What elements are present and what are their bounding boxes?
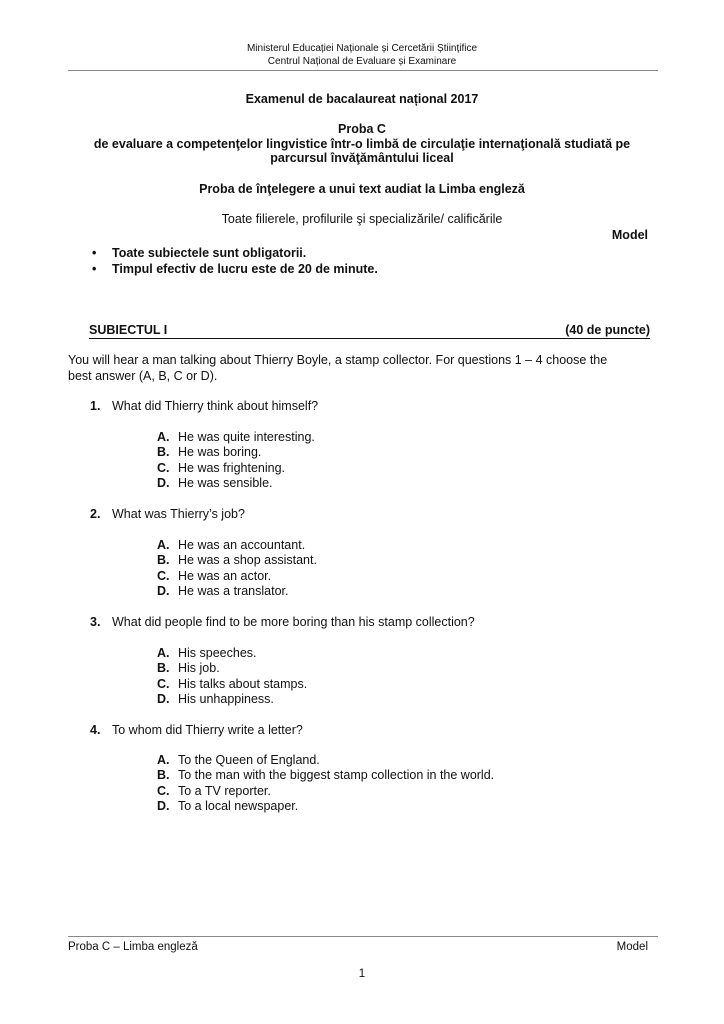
option-item: A. His speeches.: [157, 646, 257, 660]
exam-subtitle-line2: parcursul învăţământului liceal: [270, 151, 454, 165]
question-1-options: [157, 430, 315, 492]
exam-title: Examenul de bacalaureat național 2017: [245, 92, 479, 106]
header-center: Centrul Național de Evaluare și Examinare: [267, 56, 457, 67]
question-text: What was Thierry’s job?: [112, 507, 245, 521]
bullet-icon: •: [92, 262, 97, 276]
footer-left: Proba C – Limba engleză: [68, 941, 198, 953]
question-number: 1.: [90, 399, 101, 413]
bullet-icon: •: [92, 246, 97, 260]
header-divider: [68, 70, 658, 71]
option-item: D. His unhappiness.: [157, 692, 274, 707]
section-intro: You will hear a man talking about Thierry Boyle, a stamp collector. For questions 1 – 4 choose the best answer (A, B, C or D).: [68, 353, 608, 383]
question-4-options: [157, 753, 494, 815]
question-3: [90, 615, 475, 630]
section-title: SUBIECTUL I: [89, 323, 168, 337]
question-4: [90, 723, 303, 738]
question-number: 2.: [90, 507, 101, 521]
question-number: 3.: [90, 615, 101, 629]
footer-divider: [68, 936, 658, 937]
instruction-item: • Toate subiectele sunt obligatorii.: [92, 246, 307, 260]
filiere-line: Toate filierele, profilurile şi specializările/ calificările: [221, 212, 503, 226]
instruction-item: • Timpul efectiv de lucru este de 20 de minute.: [92, 262, 378, 276]
option-item: A. He was quite interesting.: [157, 430, 315, 444]
option-item: D. He was sensible.: [157, 476, 273, 491]
section-heading: [89, 323, 650, 339]
option-item: A. To the Queen of England.: [157, 753, 320, 767]
footer-right: Model: [616, 941, 648, 953]
question-2: [90, 507, 245, 522]
option-item: B. He was a shop assistant.: [157, 553, 317, 568]
question-2-options: [157, 538, 317, 600]
option-item: A. He was an accountant.: [157, 538, 306, 552]
option-item: C. He was an actor.: [157, 568, 272, 583]
option-item: B. To the man with the biggest stamp collection in the world.: [157, 768, 495, 783]
question-text: To whom did Thierry write a letter?: [112, 723, 303, 737]
option-item: D. He was a translator.: [157, 584, 289, 599]
exam-proba: Proba C: [338, 122, 386, 136]
exam-subtitle-line1: de evaluare a competenţelor lingvistice într-o limbă de circulaţie internaţională studiată pe: [93, 137, 631, 151]
question-1: [90, 399, 318, 414]
option-item: B. His job.: [157, 661, 220, 676]
question-3-options: [157, 646, 307, 708]
model-label: Model: [611, 228, 648, 242]
option-item: B. He was boring.: [157, 445, 262, 460]
header-ministry: Ministerul Educației Naționale și Cercetării Științifice: [246, 43, 478, 54]
option-item: C. His talks about stamps.: [157, 676, 308, 691]
option-item: C. He was frightening.: [157, 460, 286, 475]
section-points: (40 de puncte): [565, 323, 650, 337]
option-item: D. To a local newspaper.: [157, 799, 299, 814]
page-number: 1: [358, 968, 366, 980]
question-number: 4.: [90, 723, 101, 737]
option-item: C. To a TV reporter.: [157, 783, 271, 798]
question-text: What did people find to be more boring than his stamp collection?: [112, 615, 475, 629]
test-name: Proba de înţelegere a unui text audiat la Limba engleză: [199, 182, 525, 196]
instructions-list: [92, 245, 378, 277]
question-text: What did Thierry think about himself?: [112, 399, 319, 413]
